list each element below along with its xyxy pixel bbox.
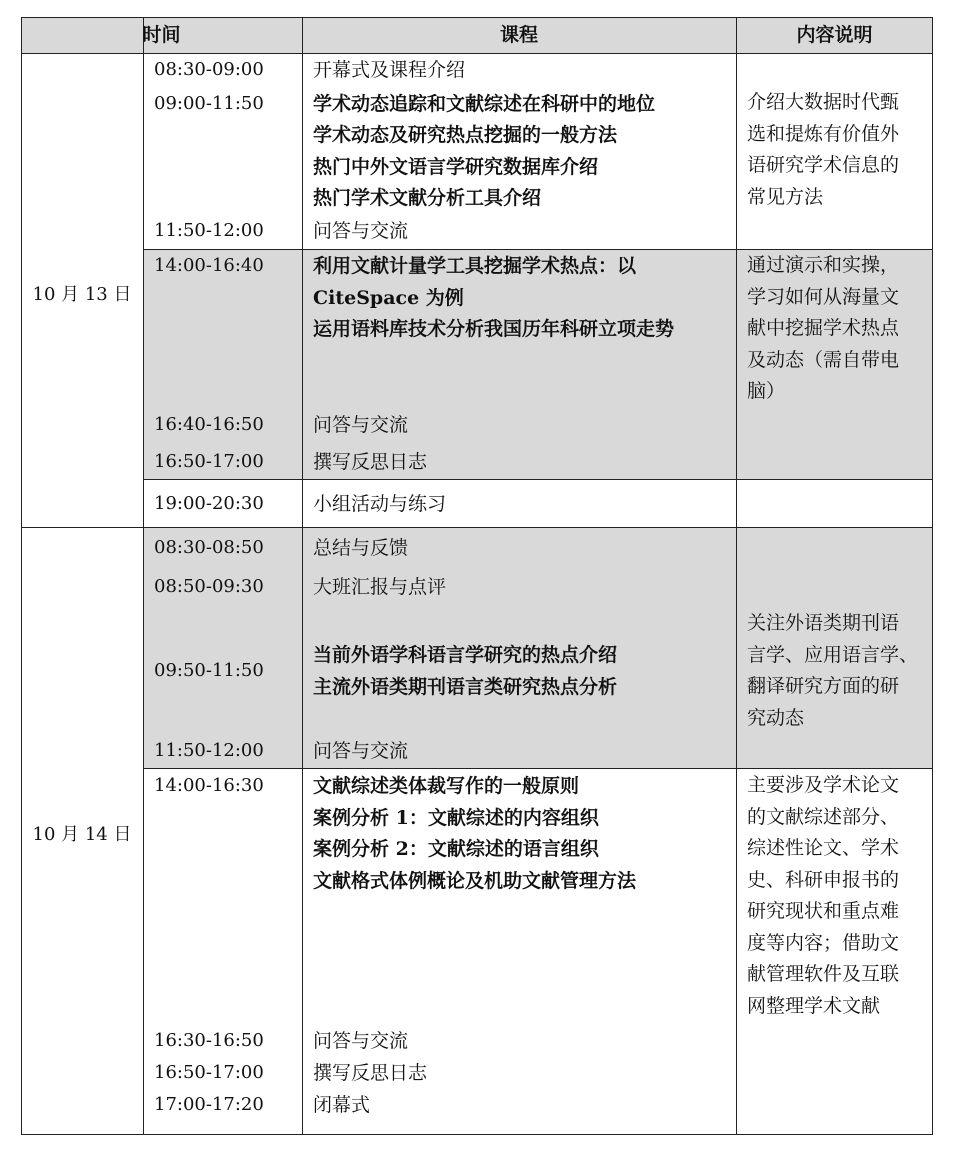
description-line: 网整理学术文献	[747, 994, 881, 1017]
description-line: 语研究学术信息的	[747, 154, 900, 176]
description-line: 介绍大数据时代甄	[747, 91, 900, 113]
row-divider	[21, 53, 933, 54]
description-line: 选和提炼有价值外	[747, 122, 900, 145]
description-line: 脑）	[747, 380, 786, 402]
course-item: 文献综述类体裁写作的一般原则	[313, 775, 580, 797]
time-slot: 11:50-12:00	[154, 740, 264, 761]
content-description	[747, 770, 927, 1022]
description-line: 言学、应用语言学、	[747, 643, 919, 666]
description-line: 翻译研究方面的研	[747, 675, 900, 697]
course-item: 当前外语学科语言学研究的热点介绍	[313, 644, 618, 666]
description-line: 史、科研申报书的	[747, 868, 900, 891]
time-slot: 08:30-08:50	[154, 537, 264, 558]
header-time: 时间	[142, 24, 181, 46]
content-description	[747, 87, 927, 213]
course-item: 案例分析 1：文献综述的内容组织	[313, 807, 599, 829]
time-slot: 17:00-17:20	[154, 1094, 264, 1115]
course-item: 问答与交流	[313, 220, 409, 242]
description-line: 究动态	[747, 706, 805, 729]
course-item: 主流外语类期刊语言类研究热点分析	[313, 676, 618, 698]
time-slot: 16:50-17:00	[154, 451, 264, 472]
description-line: 学习如何从海量文	[747, 285, 900, 308]
course-item: 学术动态追踪和文献综述在科研中的地位	[313, 93, 656, 115]
row-divider	[143, 479, 933, 480]
course-item: CiteSpace 为例	[313, 287, 464, 309]
course-item: 利用文献计量学工具挖掘学术热点：以	[313, 255, 637, 277]
content-description	[747, 608, 927, 734]
course-item: 学术动态及研究热点挖掘的一般方法	[313, 124, 618, 146]
time-slot: 08:50-09:30	[154, 576, 264, 597]
day-label: 10 月 13 日	[32, 284, 132, 305]
description-line: 研究现状和重点难	[747, 900, 900, 922]
content-description	[747, 250, 927, 408]
course-item: 撰写反思日志	[313, 451, 428, 473]
time-slot: 09:50-11:50	[154, 660, 264, 681]
row-divider	[143, 768, 933, 769]
course-item: 小组活动与练习	[313, 493, 447, 515]
course-item: 文献格式体例概论及机助文献管理方法	[313, 870, 637, 892]
time-slot: 14:00-16:30	[154, 775, 264, 796]
time-slot: 08:30-09:00	[154, 59, 264, 80]
course-item: 热门学术文献分析工具介绍	[313, 187, 542, 209]
time-slot: 16:50-17:00	[154, 1062, 264, 1083]
course-item: 大班汇报与点评	[313, 576, 447, 598]
course-item: 问答与交流	[313, 740, 409, 762]
row-divider	[21, 527, 933, 528]
time-slot: 09:00-11:50	[154, 93, 264, 114]
course-item: 运用语料库技术分析我国历年科研立项走势	[313, 318, 675, 340]
description-line: 常见方法	[747, 185, 824, 208]
course-item: 问答与交流	[313, 1030, 409, 1052]
course-item: 总结与反馈	[313, 537, 409, 559]
description-line: 度等内容；借助文	[747, 931, 900, 954]
time-slot: 16:40-16:50	[154, 414, 264, 435]
description-line: 及动态（需自带电	[747, 348, 900, 371]
day-label: 10 月 14 日	[32, 824, 132, 845]
course-item: 开幕式及课程介绍	[313, 59, 466, 81]
column-divider	[736, 17, 737, 1135]
header-course: 课程	[499, 24, 538, 46]
course-item: 闭幕式	[313, 1094, 371, 1116]
description-line: 综述性论文、学术	[747, 837, 900, 859]
time-slot: 14:00-16:40	[154, 255, 264, 276]
description-line: 通过演示和实操，	[747, 254, 900, 276]
column-divider	[302, 17, 303, 1135]
header-description: 内容说明	[796, 24, 873, 46]
time-slot: 11:50-12:00	[154, 220, 264, 241]
course-item: 问答与交流	[313, 414, 409, 436]
description-line: 主要涉及学术论文	[747, 774, 900, 796]
description-line: 关注外语类期刊语	[747, 612, 900, 634]
course-item: 案例分析 2：文献综述的语言组织	[313, 838, 599, 860]
description-line: 的文献综述部分、	[747, 805, 900, 828]
schedule-table	[21, 17, 933, 1135]
course-item: 撰写反思日志	[313, 1062, 428, 1084]
description-line: 献管理软件及互联	[747, 963, 900, 985]
time-slot: 19:00-20:30	[154, 493, 264, 514]
column-divider	[143, 17, 144, 1135]
description-line: 献中挖掘学术热点	[747, 317, 900, 339]
course-item: 热门中外文语言学研究数据库介绍	[313, 156, 599, 178]
time-slot: 16:30-16:50	[154, 1030, 264, 1051]
